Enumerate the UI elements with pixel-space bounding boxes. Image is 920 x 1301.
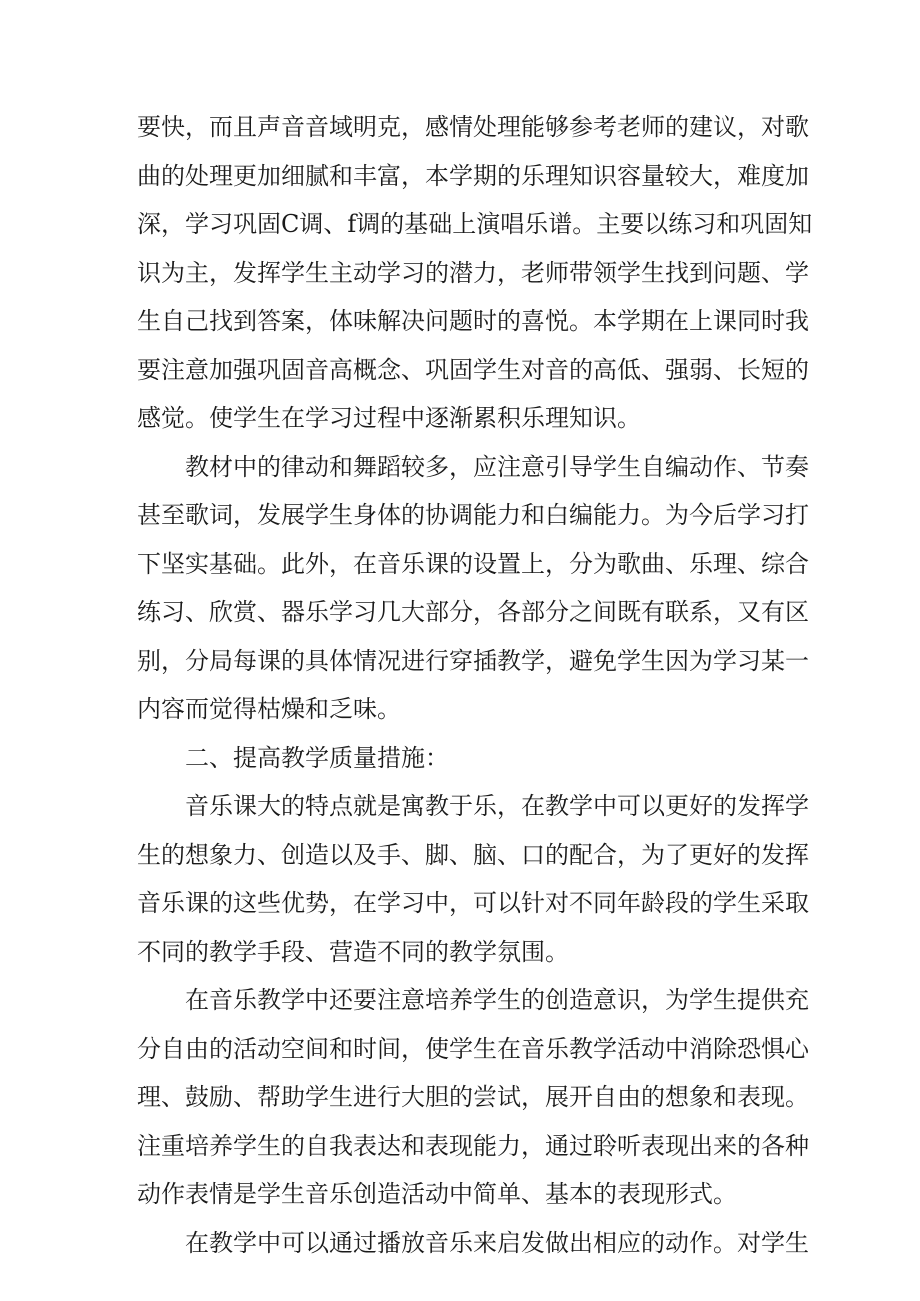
text-line: 生的想象力、创造以及手、脚、脑、口的配合，为了更好的发挥 [137,840,809,869]
text-line: 别，分局每课的具体情况进行穿插教学，避免学生因为学习某一 [137,646,809,675]
text-line: 不同的教学手段、营造不同的教学氛围。 [137,937,569,966]
text-line: 生自己找到答案，体味解决问题时的喜悦。本学期在上课同时我 [137,307,809,335]
text-line: 在音乐教学中还要注意培养学生的创造意识，为学生提供充 [185,986,809,1014]
text-line: 音乐课大的特点就是寓教于乐，在教学中可以更好的发挥学 [185,792,809,820]
text-line: 练习、欣赏、器乐学习几大部分，各部分之间既有联系，又有区 [137,598,809,626]
body-text [137,103,813,1267]
text-line: 要注意加强巩固音高概念、巩固学生对音的高低、强弱、长短的 [137,355,809,384]
text-line: 教材中的律动和舞蹈较多，应注意引导学生自编动作、节奏 [185,452,809,481]
text-line: 音乐课的这些优势，在学习中，可以针对不同年龄段的学生采取 [137,889,809,917]
text-line: 下坚实基础。此外，在音乐课的设置上，分为歌曲、乐理、综合 [137,549,809,578]
text-line: 二、提高教学质量措施： [185,743,449,772]
text-line: 感觉。使学生在学习过程中逐渐累积乐理知识。 [137,404,641,432]
text-line: 注重培养学生的自我表达和表现能力，通过聆听表现出来的各种 [137,1131,809,1160]
text-line: 识为主，发挥学生主动学习的潜力，老师带领学生找到问题、学 [137,258,809,287]
text-line: 分自由的活动空间和时间，使学生在音乐教学活动中消除恐惧心 [137,1034,809,1063]
text-line: 曲的处理更加细腻和丰富，本学期的乐理知识容量较大，难度加 [137,161,809,190]
text-line: 要快，而且声音音域明克，感情处理能够参考老师的建议，对歌 [137,113,809,141]
text-line: 甚至歌词，发展学生身体的协调能力和白编能力。为今后学习打 [137,501,809,529]
text-line: 深，学习巩固C调、f调的基础上演唱乐谱。主要以练习和巩固知 [137,210,813,238]
text-line: 理、鼓励、帮助学生进行大胆的尝试，展开自由的想象和表现。 [137,1083,809,1111]
text-line: 在教学中可以通过播放音乐来启发做出相应的动作。对学生 [185,1228,809,1257]
text-line: 动作表情是学生音乐创造活动中简单、基本的表现形式。 [137,1180,737,1208]
text-line: 内容而觉得枯燥和乏味。 [137,695,401,723]
